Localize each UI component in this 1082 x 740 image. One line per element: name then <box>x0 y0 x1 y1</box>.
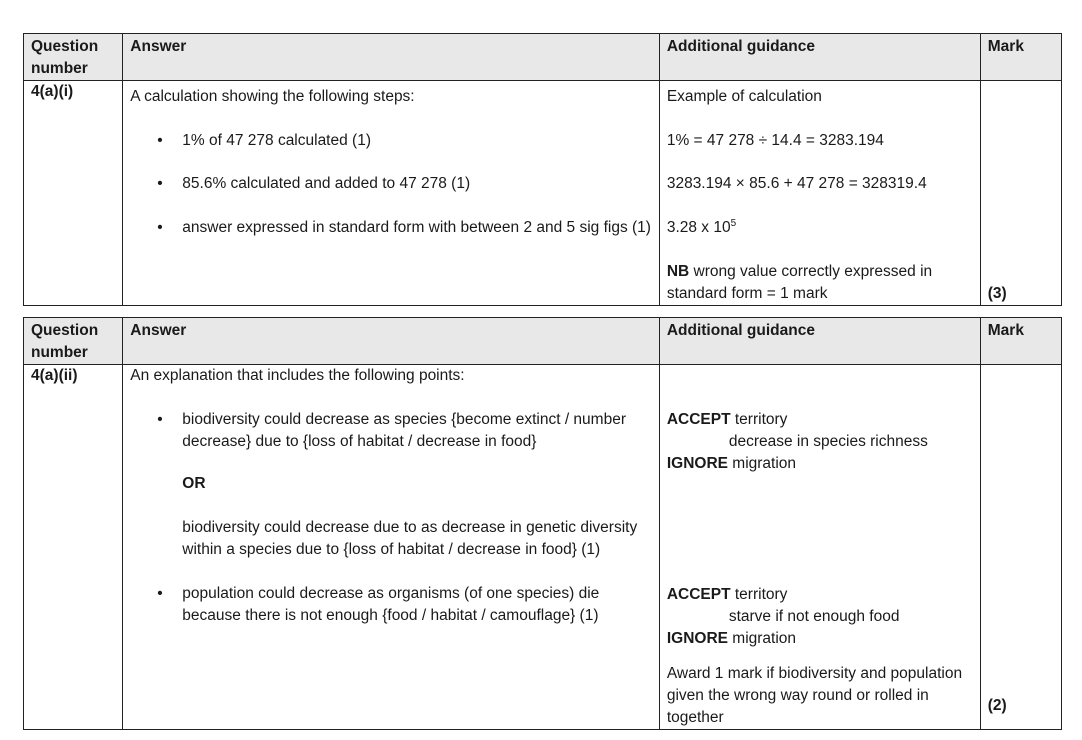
answer-cell <box>123 365 660 730</box>
answer-bullet: • population could decrease as organisms (of one species) die because there is not enough {food / habitat / camouflage} (1) <box>157 585 600 624</box>
mark-scheme-table-4ai <box>23 33 1062 306</box>
answer-intro: A calculation showing the following steps: <box>130 88 415 105</box>
answer-intro: An explanation that includes the following points: <box>130 367 465 384</box>
header-row <box>24 34 1062 81</box>
header-answer: Answer <box>123 318 660 365</box>
guidance-heading: Example of calculation <box>666 88 822 105</box>
guidance-cell <box>659 365 980 730</box>
question-number: 4(a)(ii) <box>24 365 123 730</box>
answer-bullet: • answer expressed in standard form with between 2 and 5 sig figs (1) <box>157 219 651 236</box>
mark-scheme-table-4aii <box>23 317 1062 730</box>
answer-alternative: biodiversity could decrease due to as decrease in genetic diversity within a species due to {loss of habitat / decrease in food} (1) <box>182 519 638 558</box>
header-question-number: Question number <box>24 318 123 365</box>
guidance-cell <box>659 81 980 306</box>
mark-cell: (2) <box>980 365 1061 730</box>
guidance-accept: ACCEPT territory <box>666 411 788 428</box>
header-mark: Mark <box>980 34 1061 81</box>
guidance-accept-alt: starve if not enough food <box>728 608 900 625</box>
answer-bullet: • biodiversity could decrease as species {become extinct / number decrease} due to {loss of habitat / decrease in food} <box>157 411 626 450</box>
guidance-accept-alt: decrease in species richness <box>728 433 928 450</box>
question-number: 4(a)(i) <box>24 81 123 306</box>
header-mark: Mark <box>980 318 1061 365</box>
guidance-award-note: Award 1 mark if biodiversity and population given the wrong way round or rolled in together <box>666 665 963 726</box>
answer-row <box>24 365 1062 730</box>
guidance-line: 1% = 47 278 ÷ 14.4 = 3283.194 <box>666 132 884 149</box>
answer-bullet: • 1% of 47 278 calculated (1) <box>157 132 371 149</box>
guidance-standard-form: 3.28 x $10^5$ <box>666 217 737 236</box>
answer-bullet: • 85.6% calculated and added to 47 278 (1) <box>157 175 471 192</box>
answer-row <box>24 81 1062 306</box>
header-question-number: Question number <box>24 34 123 81</box>
guidance-ignore: IGNORE migration <box>666 630 797 647</box>
header-additional-guidance: Additional guidance <box>659 318 980 365</box>
header-answer: Answer <box>123 34 660 81</box>
mark-cell: (3) <box>980 81 1061 306</box>
answer-cell <box>123 81 660 306</box>
guidance-nb: NB wrong value correctly expressed in standard form = 1 mark <box>666 263 933 302</box>
guidance-line: 3283.194 × 85.6 + 47 278 = 328319.4 <box>666 175 927 192</box>
header-additional-guidance: Additional guidance <box>659 34 980 81</box>
answer-or: OR <box>182 475 206 492</box>
guidance-accept: ACCEPT territory <box>666 586 788 603</box>
guidance-ignore: IGNORE migration <box>666 455 797 472</box>
header-row <box>24 318 1062 365</box>
